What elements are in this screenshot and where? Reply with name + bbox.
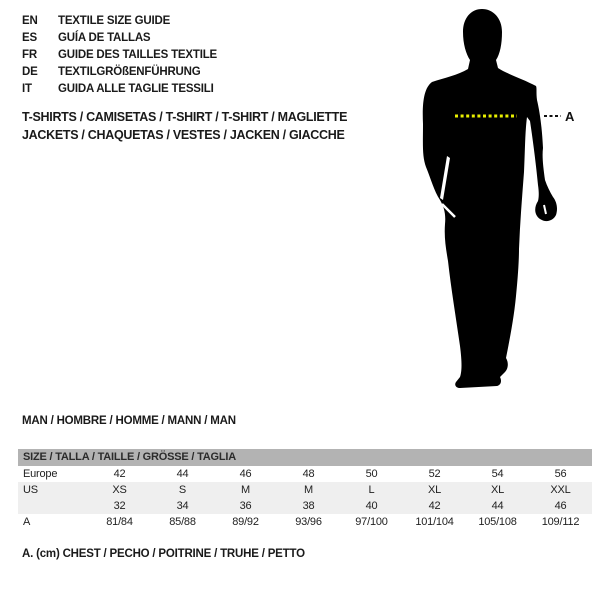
table-cell: L — [368, 484, 375, 496]
language-title: GUIDA ALLE TAGLIE TESSILI — [58, 83, 214, 95]
table-cell: 32 — [113, 500, 126, 512]
table-cell: 89/92 — [232, 516, 259, 528]
language-title: TEXTILE SIZE GUIDE — [58, 15, 171, 27]
table-cell: S — [178, 484, 187, 496]
table-row — [18, 466, 592, 482]
table-cell: 81/84 — [106, 516, 133, 528]
size-table-header: SIZE / TALLA / TAILLE / GRÖSSE / TAGLIA — [18, 449, 592, 466]
language-code: IT — [22, 83, 32, 95]
language-row — [22, 64, 217, 81]
table-cell: 34 — [176, 500, 189, 512]
category-list — [22, 108, 347, 144]
table-cell: XXL — [550, 484, 571, 496]
table-cell: 46 — [554, 500, 567, 512]
table-cell: 42 — [428, 500, 441, 512]
table-row — [18, 498, 592, 514]
measure-label-a: A — [565, 109, 575, 124]
table-cell: 38 — [302, 500, 315, 512]
table-cell: 93/96 — [295, 516, 322, 528]
language-code: FR — [22, 49, 37, 61]
man-silhouette — [403, 8, 600, 393]
language-code: ES — [22, 32, 37, 44]
language-title: GUIDE DES TAILLES TEXTILE — [58, 49, 217, 61]
size-table-body — [18, 466, 592, 530]
table-cell: 36 — [239, 500, 252, 512]
table-cell-label: A — [23, 516, 31, 528]
table-cell: 44 — [491, 500, 504, 512]
category-line: JACKETS / CHAQUETAS / VESTES / JACKEN / GIACCHE — [22, 128, 345, 142]
language-row — [22, 30, 217, 47]
table-row — [18, 514, 592, 530]
language-row — [22, 47, 217, 64]
size-table — [18, 449, 592, 530]
table-cell: 97/100 — [355, 516, 388, 528]
table-cell-label: US — [23, 484, 38, 496]
table-cell: 42 — [113, 468, 126, 480]
language-code: DE — [22, 66, 38, 78]
table-row — [18, 482, 592, 498]
table-cell: 85/88 — [169, 516, 196, 528]
table-cell-label — [18, 498, 88, 514]
table-cell: 50 — [365, 468, 378, 480]
table-cell: 48 — [302, 468, 315, 480]
table-cell: XS — [112, 484, 127, 496]
table-cell: XL — [427, 484, 442, 496]
table-cell: M — [304, 484, 313, 496]
table-cell: 56 — [554, 468, 567, 480]
language-code: EN — [22, 15, 38, 27]
footnote: A. (cm) CHEST / PECHO / POITRINE / TRUHE / PETTO — [22, 548, 305, 560]
language-title: TEXTILGRÖßENFÜHRUNG — [58, 66, 201, 78]
table-cell: 109/112 — [541, 516, 580, 528]
language-row — [22, 13, 217, 30]
table-cell: 101/104 — [415, 516, 454, 528]
language-row — [22, 81, 217, 98]
table-cell: 54 — [491, 468, 504, 480]
section-title: MAN / HOMBRE / HOMME / MANN / MAN — [22, 415, 236, 427]
table-cell: 52 — [428, 468, 441, 480]
table-cell: XL — [490, 484, 505, 496]
language-list — [22, 13, 217, 98]
table-cell: M — [241, 484, 250, 496]
language-title: GUÍA DE TALLAS — [58, 32, 151, 44]
table-cell: 40 — [365, 500, 378, 512]
table-cell-label: Europe — [23, 468, 58, 480]
table-cell: 44 — [176, 468, 189, 480]
category-line: T-SHIRTS / CAMISETAS / T-SHIRT / T-SHIRT / MAGLIETTE — [22, 110, 348, 124]
table-cell: 46 — [239, 468, 252, 480]
table-cell: 105/108 — [478, 516, 517, 528]
